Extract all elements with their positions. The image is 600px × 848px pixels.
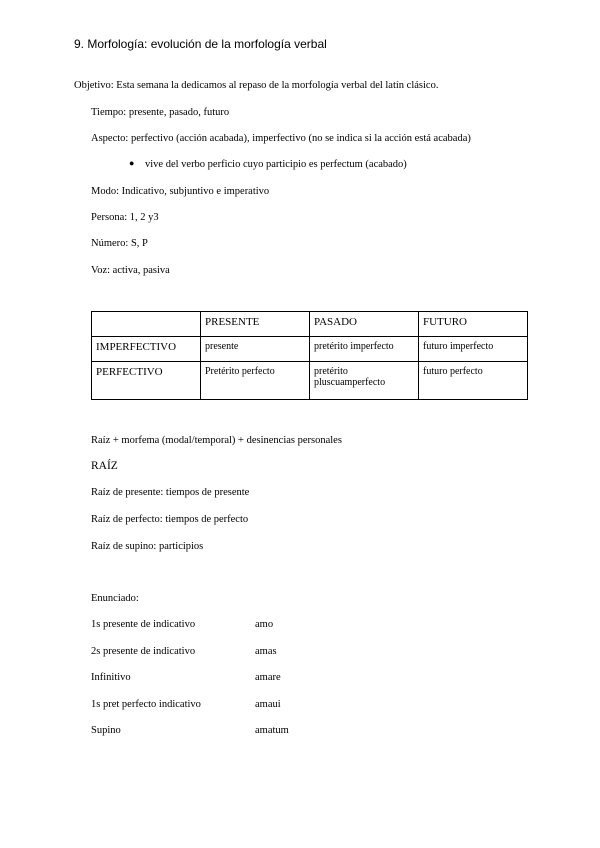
enunciado-label: Supino <box>91 725 121 736</box>
tiempo-text: Tiempo: presente, pasado, futuro <box>91 107 230 118</box>
enunciado-value: amare <box>255 672 281 683</box>
table-header-cell: PASADO <box>310 312 419 337</box>
persona-text: Persona: 1, 2 y3 <box>91 212 159 223</box>
enunciado-value: amas <box>255 646 277 657</box>
table-header-cell: PRESENTE <box>201 312 310 337</box>
table-cell: pretérito pluscuamperfecto <box>310 362 419 400</box>
table-header-row <box>92 312 528 337</box>
table-header-cell: FUTURO <box>419 312 528 337</box>
enunciado-label: 2s presente de indicativo <box>91 646 196 657</box>
table-cell: pretérito imperfecto <box>310 337 419 362</box>
raiz-supino: Raíz de supino: participios <box>91 541 204 552</box>
table-cell: IMPERFECTIVO <box>92 337 201 362</box>
enunciado-value: amaui <box>255 699 281 710</box>
enunciado-label: Infinitivo <box>91 672 131 683</box>
conjugation-table <box>91 311 528 400</box>
page-title: 9. Morfología: evolución de la morfología verbal <box>74 37 327 51</box>
formula-text: Raíz + morfema (modal/temporal) + desinencias personales <box>91 435 342 446</box>
objetivo-text: Objetivo: Esta semana la dedicamos al repaso de la morfología verbal del latín clásico. <box>74 80 439 91</box>
table-cell: Pretérito perfecto <box>201 362 310 400</box>
raiz-perfecto: Raíz de perfecto: tiempos de perfecto <box>91 514 249 525</box>
enunciado-heading: Enunciado: <box>91 593 139 604</box>
table-cell: PERFECTIVO <box>92 362 201 400</box>
enunciado-value: amatum <box>255 725 289 736</box>
raiz-heading: RAÍZ <box>91 460 118 472</box>
enunciado-value: amo <box>255 619 274 630</box>
table-row <box>92 362 528 400</box>
bullet-icon: ● <box>129 158 135 168</box>
enunciado-label: 1s presente de indicativo <box>91 619 196 630</box>
modo-text: Modo: Indicativo, subjuntivo e imperativo <box>91 186 270 197</box>
table-header-cell <box>92 312 201 337</box>
raiz-presente: Raíz de presente: tiempos de presente <box>91 487 250 498</box>
aspecto-text: Aspecto: perfectivo (acción acabada), imperfectivo (no se indica si la acción está acabada) <box>91 133 471 144</box>
table-cell: futuro imperfecto <box>419 337 528 362</box>
aspecto-bullet-text: vive del verbo perficio cuyo participio es perfectum (acabado) <box>145 159 407 170</box>
table-row <box>92 337 528 362</box>
voz-text: Voz: activa, pasiva <box>91 265 170 276</box>
table-cell: futuro perfecto <box>419 362 528 400</box>
table-cell: presente <box>201 337 310 362</box>
enunciado-label: 1s pret perfecto indicativo <box>91 699 201 710</box>
numero-text: Número: S, P <box>91 238 148 249</box>
